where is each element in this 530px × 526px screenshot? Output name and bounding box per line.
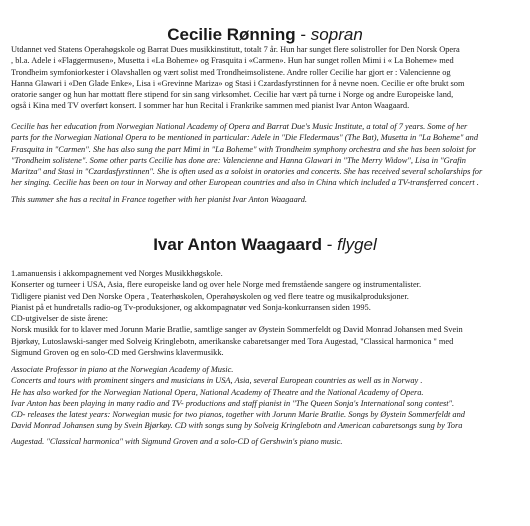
text-line: parts for the Norwegian National Opera to be mentioned in particular: Adele in "Die Fledermaus" (The Bat), Musetta in "La Boheme" and (11, 133, 479, 143)
text-line: Norsk musikk for to klaver med Jorunn Marie Bratlie, samtlige sanger av Øystein Sommerfeldt og David Monrad Johansen med Svein (11, 325, 463, 335)
text-line: This summer she has a recital in France together with her pianist Ivar Anton Waagaard. (11, 195, 307, 204)
text-line: 1.amanuensis i akkompagnement ved Norges Musikkhøgskole. (11, 269, 223, 278)
text-line: også i Kina med TV overført konsert. I sommer har hun Recital i Frankrike sammen med pianist Ivar Anton Waagaard. (11, 101, 410, 111)
text-line: Sigmund Groven og en solo-CD med Gershwins klavermusikk. (11, 348, 224, 358)
text-line: Associate Professor in piano at the Norwegian Academy of Music. (11, 365, 234, 374)
ivar-bio-norwegian (11, 268, 523, 358)
text-line: Frasquita in "Carmen". She has also sung the part Mimi in "La Boheme" with Trondheim symphony orchestra and she has been soloist for (11, 144, 476, 154)
text-line: Utdannet ved Statens Operahøgskole og Barrat Dues musikkinstitutt, totalt 7 år. Hun har sunget flere solistroller for Den Norsk Opera (11, 45, 460, 54)
text-line: David Monrad Johansen sung by Svein Bjørkøy. CD with songs sung by Solveig Kringlebotn and American cabaretsongs sung by Tora (11, 421, 463, 431)
ivar-role: flygel (337, 235, 377, 254)
text-line: Ivar Anton has been playing in many radio and TV- productions and staff pianist in "The Queen Sonja's International song contest". (11, 398, 455, 408)
cecilie-role: sopran (310, 25, 363, 44)
text-line: Cecilie has her education from Norwegian National Academy of Opera and Barrat Due's Music Institute, a total of 7 years. Some of her (11, 122, 468, 131)
ivar-name: Ivar Anton Waagaard (153, 235, 322, 254)
text-line: CD-utgivelser de siste årene: (11, 314, 108, 324)
text-line: Trondheim symfoniorkester i Olavshallen og vært solist med Trondheimsolistene. Andre roller Cecilie har gjort er : Valencienne og (11, 67, 451, 77)
text-line: her singing. Cecilie has been on tour in Norway and other European countries and also in China which included a TV-transferred concert . (11, 178, 479, 188)
ivar-bio-english (11, 364, 523, 432)
ivar-discography-note (11, 436, 523, 447)
text-line: Pianist på et hundretalls radio-og Tv-produksjoner, og akkompagnatør ved Sonja-konkurransen siden 1995. (11, 302, 371, 312)
text-line: CD- releases the latest years: Norwegian music for two pianos, together with Jorunn Marie Bratlie. Songs by Øystein Sommerfeldt and (11, 410, 465, 420)
text-line: , bl.a. Adele i «Flaggermusen», Musetta i «La Boheme» og Frasquita i «Carmen». Hun har sunget rollen Mimi i « La Boheme» med (11, 56, 454, 66)
text-line: Hanna Glawari i «Den Glade Enke», Lisa i «Grevinne Mariza» og Stasi i Czardasfyrstinnen for å nevne noen. Cecilie er ofte brukt som (11, 78, 465, 88)
cecilie-bio-english (11, 121, 523, 189)
ivar-heading: Ivar Anton Waagaard - flygel (153, 235, 377, 254)
text-line: Augestad. "Classical harmonica" with Sigmund Groven and a solo-CD of Gershwin's piano music. (11, 437, 343, 446)
text-line: "Trondheim solistene". Some other parts Cecilie has done are: Valencienne and Hanna Glawari in "The Merry Widow", Lisa in "Grafin (11, 155, 466, 165)
text-line: oratorie sanger og hun har mottatt flere stipend for sin sang virksomhet. Cecilie har vært på turne i Norge og andre Europeiske land, (11, 90, 454, 100)
text-line: Maritza" and Stasi in "Czardasfyrstinnen". She is often used as a soloist in oratories and concerts. She has received several scholarships for (11, 167, 483, 177)
cecilie-heading: Cecilie Rønning - sopran (167, 25, 363, 44)
cecilie-recital-note (11, 194, 523, 205)
text-line: Bjørkøy, Lutoslawski-sanger med Solveig Kringlebotn, amerikanske cabaretsanger med Tora Augestad, "Classical harmonica " med (11, 336, 454, 346)
text-line: Concerts and tours with prominent singers and musicians in USA, Asia, several European countries as well as in Norway . (11, 376, 423, 386)
text-line: He has also worked for the Norwegian National Opera, National Academy of Theatre and the National Academy of Opera. (11, 387, 424, 397)
text-line: Konserter og turneer i USA, Asia, flere europeiske land og over hele Norge med fremstående sangere og instrumentalister. (11, 280, 422, 290)
cecilie-name: Cecilie Rønning (167, 25, 296, 44)
text-line: Tidligere pianist ved Den Norske Opera , Teaterhøskolen, Operahøyskolen og ved flere teatre og musikalproduksjoner. (11, 291, 409, 301)
cecilie-bio-norwegian (11, 44, 523, 112)
